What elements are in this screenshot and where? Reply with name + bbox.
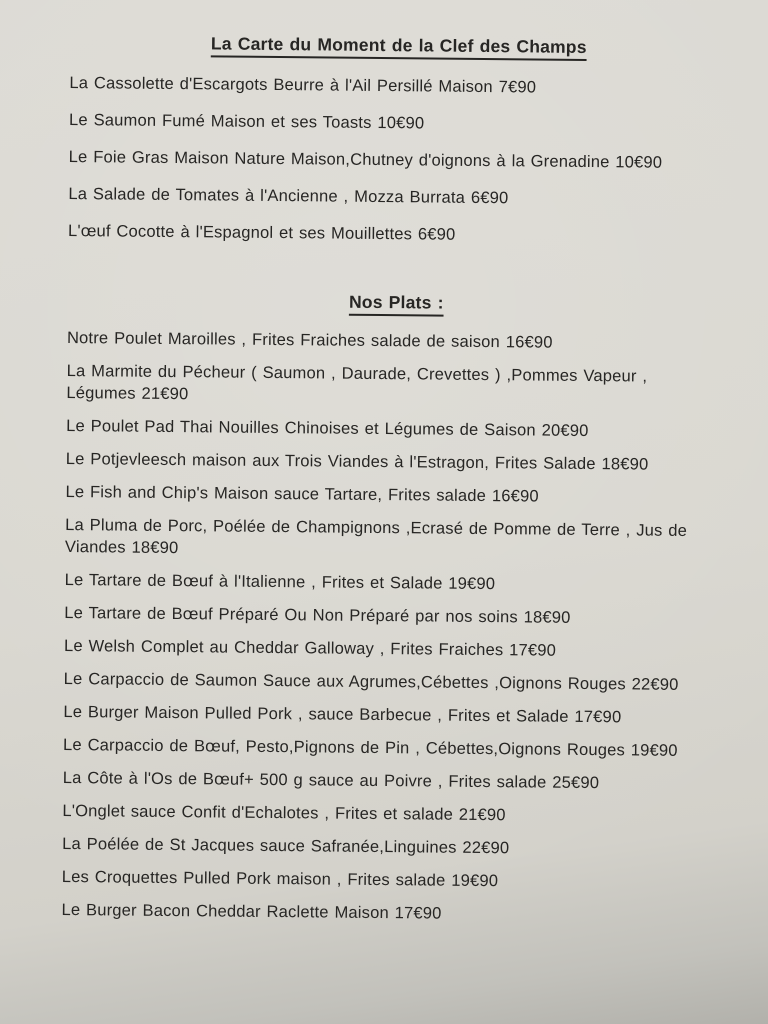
menu-sheet (61, 24, 716, 938)
menu-title: La Carte du Moment de la Clef des Champs (210, 33, 587, 57)
dish-price: 19€90 (630, 741, 678, 760)
menu-item (66, 415, 712, 443)
dish-label: Le Burger Bacon Cheddar Raclette Maison (61, 900, 389, 923)
menu-item (62, 833, 708, 861)
dish-label: Le Burger Maison Pulled Pork , sauce Barbecue , Frites et Salade (63, 702, 569, 726)
plats-section (61, 327, 713, 927)
menu-item (63, 701, 709, 729)
dish-price: 16€90 (491, 487, 539, 506)
menu-item (64, 602, 710, 630)
dish-price: 6€90 (417, 225, 456, 244)
dish-label: La Côte à l'Os de Bœuf+ 500 g sauce au Poivre , Frites salade (62, 768, 547, 792)
dish-price: 17€90 (509, 641, 557, 660)
dish-price: 6€90 (470, 188, 509, 208)
dish-price: 21€90 (458, 805, 506, 825)
dish-label: La Pluma de Porc, Poélée de Champignons ,Ecrasé de Pomme de Terre , Jus de Viandes (64, 515, 688, 557)
menu-item (68, 220, 714, 249)
dish-price: 17€90 (574, 707, 622, 727)
menu-item (66, 448, 712, 476)
menu-item (67, 327, 713, 355)
menu-item (62, 866, 708, 894)
dish-price: 17€90 (394, 904, 442, 923)
dish-label: Le Welsh Complet au Cheddar Galloway , Frites Fraiches (63, 636, 504, 660)
dish-label: Le Foie Gras Maison Nature Maison,Chutney d'oignons à la Grenadine (68, 147, 610, 172)
dish-price: 22€90 (631, 675, 679, 694)
dish-price: 18€90 (523, 608, 571, 627)
dish-price: 19€90 (448, 574, 496, 594)
dish-label: Le Fish and Chip's Maison sauce Tartare, Frites salade (65, 482, 487, 506)
dish-label: Le Carpaccio de Saumon Sauce aux Agrumes,Cébettes ,Oignons Rouges (63, 669, 626, 694)
menu-item (62, 800, 708, 828)
dish-label: Le Tartare de Bœuf Préparé Ou Non Préparé par nos soins (64, 603, 519, 627)
menu-item (65, 569, 711, 597)
dish-price: 21€90 (141, 384, 189, 404)
dish-price: 19€90 (451, 871, 499, 891)
dish-price: 18€90 (131, 538, 179, 558)
menu-item (64, 668, 710, 696)
dish-label: L'œuf Cocotte à l'Espagnol et ses Mouillettes (67, 221, 413, 244)
dish-label: Notre Poulet Maroilles , Frites Fraiches salade de saison (66, 328, 501, 352)
menu-item (69, 72, 715, 101)
dish-price: 25€90 (552, 773, 600, 793)
dish-label: L'Onglet sauce Confit d'Echalotes , Frites et salade (62, 801, 454, 824)
menu-item (66, 360, 712, 410)
plats-heading: Nos Plats : (348, 291, 444, 313)
starters-section (68, 72, 716, 249)
dish-label: Le Carpaccio de Bœuf, Pesto,Pignons de Pin , Cébettes,Oignons Rouges (62, 735, 626, 760)
dish-price: 20€90 (541, 421, 589, 440)
menu-item (69, 146, 715, 175)
dish-price: 22€90 (462, 838, 510, 858)
menu-item (63, 734, 709, 762)
dish-price: 10€90 (377, 113, 425, 133)
menu-item (63, 767, 709, 795)
menu-item (69, 109, 715, 138)
menu-item (65, 514, 711, 564)
dish-label: La Marmite du Pécheur ( Saumon , Daurade, Crevettes ) ,Pommes Vapeur , Légumes (66, 361, 648, 403)
dish-label: Le Poulet Pad Thai Nouilles Chinoises et Légumes de Saison (66, 416, 536, 440)
dish-label: La Salade de Tomates à l'Ancienne , Mozza Burrata (68, 184, 466, 207)
dish-price: 10€90 (615, 153, 663, 172)
dish-price: 16€90 (505, 333, 553, 352)
dish-label: Les Croquettes Pulled Pork maison , Frites salade (61, 867, 446, 890)
menu-item (68, 183, 714, 212)
dish-price: 7€90 (498, 78, 537, 97)
dish-label: Le Potjevleesch maison aux Trois Viandes à l'Estragon, Frites Salade (65, 449, 596, 474)
dish-price: 18€90 (601, 455, 649, 474)
dish-label: La Cassolette d'Escargots Beurre à l'Ail Persillé Maison (69, 73, 493, 97)
dish-label: Le Tartare de Bœuf à l'Italienne , Frites et Salade (64, 570, 443, 593)
dish-label: La Poélée de St Jacques sauce Safranée,Linguines (62, 834, 457, 857)
menu-item (65, 481, 711, 509)
menu-item (64, 635, 710, 663)
menu-item (61, 899, 707, 927)
dish-label: Le Saumon Fumé Maison et ses Toasts (68, 110, 372, 132)
